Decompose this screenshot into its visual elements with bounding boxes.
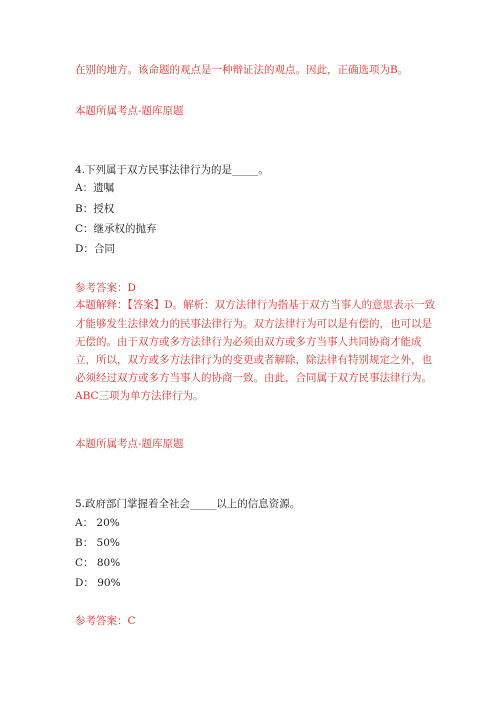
q5-answer: 参考答案：C (75, 615, 136, 627)
q4-option-b: B：授权 (75, 203, 115, 215)
q4-stem: 4.下列属于双方民事法律行为的是_____。 (75, 164, 269, 176)
q4-option-c: C：继承权的抛弃 (75, 223, 157, 235)
q4-option-d: D：合同 (75, 243, 115, 255)
q4-option-a: A：遗嘱 (75, 182, 115, 194)
q4-explanation-line-3: 无偿的。由于双方或多方法律行为必须由双方或多方当事人共同协商才能成 (75, 336, 422, 348)
prev-explanation-tail: 在别的地方。该命题的观点是一种辩证法的观点。因此，正确选项为B。 (75, 64, 409, 76)
q4-explanation-line-6: ABC三项为单方法律行为。 (75, 390, 204, 402)
q4-source-label: 本题所属考点-题库原题 (75, 438, 184, 450)
q4-explanation-line-4: 立，所以，双方或多方法律行为的变更或者解除，除法律有特别规定之外，也 (75, 354, 432, 366)
q5-stem: 5.政府部门掌握着全社会_____以上的信息资源。 (75, 498, 301, 510)
prev-source-label: 本题所属考点-题库原题 (75, 105, 184, 117)
q4-explanation-line-1: 本题解释：【答案】D。解析：双方法律行为指基于双方当事人的意思表示一致 (75, 299, 436, 311)
q5-option-a: A： 20% (75, 517, 120, 529)
q4-explanation-line-2: 才能够发生法律效力的民事法律行为。双方法律行为可以是有偿的，也可以是 (75, 318, 432, 330)
q5-option-c: C： 80% (75, 557, 121, 569)
q5-option-b: B： 50% (75, 537, 120, 549)
q4-explanation-line-5: 必须经过双方或多方当事人的协商一致。由此，合同属于双方民事法律行为。 (75, 372, 432, 384)
q4-answer: 参考答案：D (75, 282, 136, 294)
q5-option-d: D： 90% (75, 577, 121, 589)
